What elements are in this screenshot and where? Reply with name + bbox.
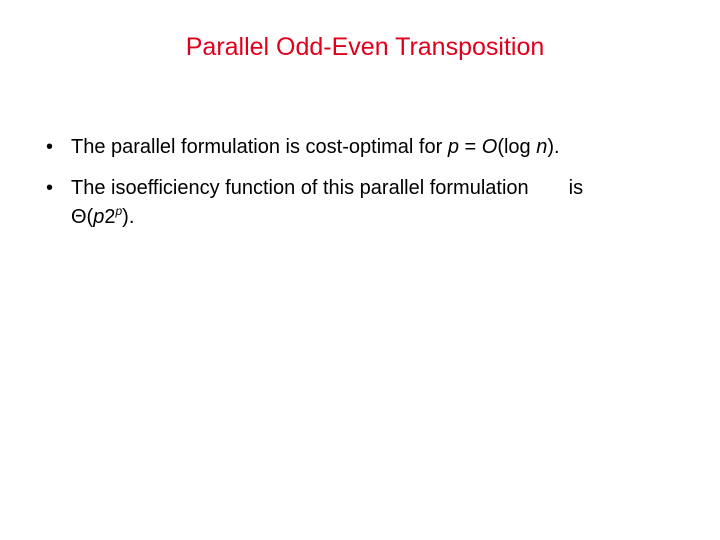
- theta-close: ).: [122, 206, 135, 228]
- bullet-item-2: [46, 174, 686, 232]
- variable-p: p: [447, 136, 459, 158]
- bullet-text-prefix: The parallel formulation is cost-optimal for: [71, 136, 448, 158]
- bullet-text-line-2: [71, 203, 686, 232]
- variable-p: p: [93, 206, 105, 228]
- big-o: O: [481, 136, 498, 158]
- bullet-text: [71, 174, 686, 232]
- bullet-text-suffix: ).: [547, 136, 560, 158]
- theta-open: Θ(: [71, 206, 94, 228]
- bullet-text-prefix: The isoefficiency function of this parallel formulation: [71, 177, 529, 199]
- bullet-text: [71, 133, 560, 162]
- variable-n: n: [536, 136, 548, 158]
- bullet-item-1: [46, 133, 560, 162]
- bullet-marker: •: [46, 177, 54, 199]
- log-open: (log: [497, 136, 537, 158]
- base-two: 2: [104, 206, 116, 228]
- slide-title: Parallel Odd-Even Transposition: [185, 33, 545, 61]
- equals-sign: =: [458, 136, 482, 158]
- bullet-text-is: is: [568, 177, 584, 199]
- exponent-p: p: [115, 204, 123, 218]
- bullet-marker: •: [46, 136, 54, 158]
